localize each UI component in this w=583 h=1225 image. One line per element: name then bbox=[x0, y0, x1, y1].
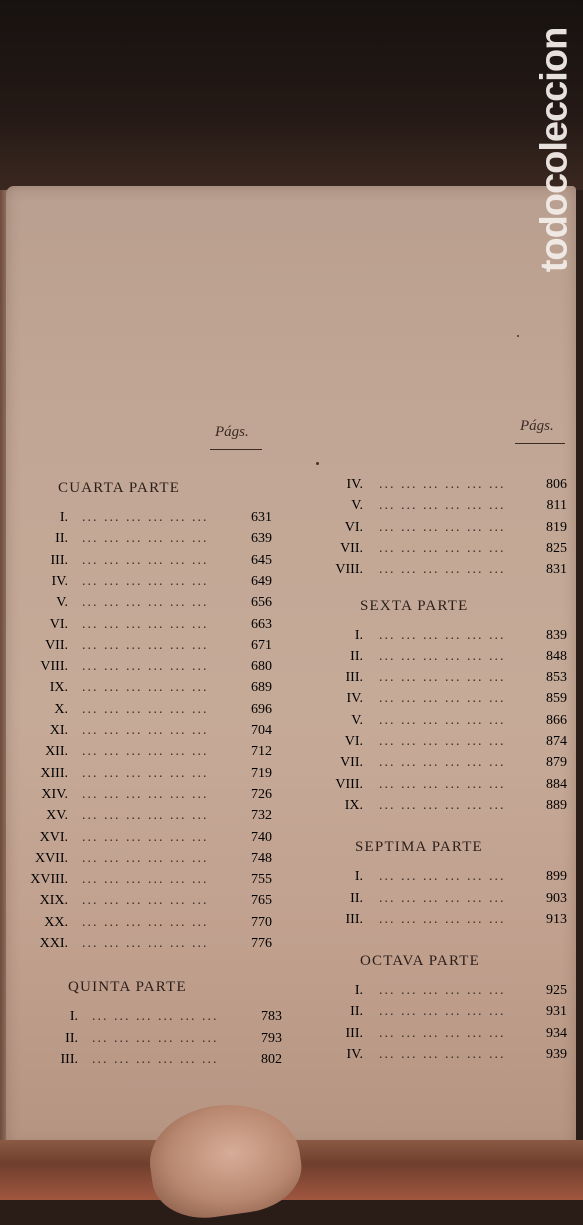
chapter-number: VII. bbox=[340, 755, 363, 771]
page-number: 811 bbox=[546, 498, 567, 514]
page-number: 719 bbox=[251, 765, 272, 781]
dot-leader: ... ... ... ... ... ... bbox=[82, 808, 209, 824]
chapter-number: I. bbox=[354, 983, 363, 999]
chapter-number: I. bbox=[69, 1009, 78, 1025]
chapter-number: VIII. bbox=[40, 659, 68, 675]
dot-leader: ... ... ... ... ... ... bbox=[82, 914, 209, 930]
dot-leader: ... ... ... ... ... ... bbox=[379, 911, 506, 927]
page-number: 931 bbox=[546, 1004, 567, 1020]
chapter-number: I. bbox=[59, 510, 68, 525]
chapter-number: III. bbox=[345, 1025, 363, 1041]
background-dark-area bbox=[0, 0, 583, 190]
chapter-number: XX. bbox=[44, 914, 68, 930]
chapter-number: VIII. bbox=[335, 562, 363, 578]
right-pags-label: Págs. bbox=[520, 418, 554, 434]
dot-leader: ... ... ... ... ... ... bbox=[82, 744, 209, 760]
page-number: 925 bbox=[546, 983, 567, 999]
page-number: 913 bbox=[546, 911, 567, 927]
dot-leader: ... ... ... ... ... ... bbox=[379, 691, 506, 707]
chapter-number: VI. bbox=[344, 519, 363, 535]
chapter-number: VII. bbox=[340, 540, 363, 556]
chapter-number: XIX. bbox=[39, 893, 68, 909]
chapter-number: XV. bbox=[46, 808, 68, 824]
dot-leader: ... ... ... ... ... ... bbox=[82, 637, 209, 653]
chapter-number: II. bbox=[65, 1030, 78, 1046]
dot-leader: ... ... ... ... ... ... bbox=[82, 786, 209, 802]
page-number: 866 bbox=[546, 712, 567, 728]
chapter-number: X. bbox=[54, 701, 68, 717]
dot-leader: ... ... ... ... ... ... bbox=[379, 797, 506, 813]
dot-leader: ... ... ... ... ... ... bbox=[379, 734, 506, 749]
chapter-number: II. bbox=[350, 1004, 363, 1020]
dot-leader: ... ... ... ... ... ... bbox=[82, 829, 209, 845]
chapter-number: XIV. bbox=[41, 786, 68, 802]
page-number: 704 bbox=[251, 723, 272, 738]
page-number: 934 bbox=[546, 1025, 567, 1041]
chapter-number: IV. bbox=[51, 573, 68, 589]
dot-leader: ... ... ... ... ... ... bbox=[379, 755, 506, 771]
dot-leader: ... ... ... ... ... ... bbox=[379, 776, 506, 792]
dot-leader: ... ... ... ... ... ... bbox=[379, 562, 506, 578]
page-number: 639 bbox=[251, 531, 272, 547]
chapter-number: II. bbox=[350, 648, 363, 664]
dot-leader: ... ... ... ... ... ... bbox=[82, 765, 209, 781]
page-number: 783 bbox=[261, 1009, 282, 1025]
chapter-number: V. bbox=[351, 498, 363, 514]
dot-leader: ... ... ... ... ... ... bbox=[379, 712, 506, 728]
watermark bbox=[525, 0, 583, 310]
dot-leader: ... ... ... ... ... ... bbox=[82, 595, 209, 611]
dot-leader: ... ... ... ... ... ... bbox=[379, 1025, 506, 1041]
page-number: 793 bbox=[261, 1030, 282, 1046]
page-number: 645 bbox=[251, 552, 272, 568]
chapter-number: XVI. bbox=[39, 829, 68, 845]
page-number: 889 bbox=[546, 797, 567, 813]
chapter-number: V. bbox=[351, 712, 363, 728]
dot-leader: ... ... ... ... ... ... bbox=[92, 1030, 219, 1046]
dot-leader: ... ... ... ... ... ... bbox=[379, 1047, 506, 1062]
dot-leader: ... ... ... ... ... ... bbox=[82, 510, 209, 525]
dot-leader: ... ... ... ... ... ... bbox=[82, 573, 209, 589]
watermark-text: todocoleccion bbox=[533, 27, 576, 273]
dot-leader: ... ... ... ... ... ... bbox=[379, 648, 506, 664]
section-title: OCTAVA PARTE bbox=[360, 953, 480, 970]
page-number: 671 bbox=[251, 637, 272, 653]
section-title: CUARTA PARTE bbox=[58, 480, 181, 496]
chapter-number: VI. bbox=[49, 616, 68, 632]
page-number: 825 bbox=[546, 540, 567, 556]
page-number: 696 bbox=[251, 701, 272, 717]
dot-leader: ... ... ... ... ... ... bbox=[379, 477, 506, 492]
chapter-number: IV. bbox=[346, 477, 363, 492]
section-title: SEXTA PARTE bbox=[360, 597, 469, 614]
dot-leader: ... ... ... ... ... ... bbox=[379, 519, 506, 535]
section-title: QUINTA PARTE bbox=[68, 979, 187, 996]
dot-leader: ... ... ... ... ... ... bbox=[379, 890, 506, 906]
chapter-number: IX. bbox=[49, 680, 68, 696]
dot-leader: ... ... ... ... ... ... bbox=[82, 893, 209, 909]
chapter-number: XII. bbox=[45, 744, 68, 760]
chapter-number: VI. bbox=[344, 734, 363, 749]
page-number: 853 bbox=[546, 670, 567, 686]
section-title: SEPTIMA PARTE bbox=[355, 839, 483, 856]
page-number: 689 bbox=[251, 680, 272, 696]
dot-leader: ... ... ... ... ... ... bbox=[82, 616, 209, 632]
page-number: 831 bbox=[546, 562, 567, 578]
page-number: 649 bbox=[251, 573, 272, 589]
page-number: 848 bbox=[546, 648, 567, 664]
left-pags-label: Págs. bbox=[215, 424, 249, 440]
chapter-number: III. bbox=[345, 670, 363, 686]
chapter-number: II. bbox=[55, 531, 68, 547]
dot-leader: ... ... ... ... ... ... bbox=[82, 723, 209, 738]
dot-leader: ... ... ... ... ... ... bbox=[379, 983, 506, 999]
chapter-number: VII. bbox=[45, 637, 68, 653]
dot-leader: ... ... ... ... ... ... bbox=[82, 680, 209, 696]
page-number: 631 bbox=[251, 510, 272, 525]
dot-leader: ... ... ... ... ... ... bbox=[92, 1051, 219, 1067]
page-number: 806 bbox=[546, 477, 567, 492]
page-number: 726 bbox=[251, 786, 272, 802]
dot-leader: ... ... ... ... ... ... bbox=[379, 1004, 506, 1020]
page-number: 680 bbox=[251, 659, 272, 675]
chapter-number: XVIII. bbox=[30, 872, 68, 888]
chapter-number: XXI. bbox=[39, 936, 68, 951]
chapter-number: III. bbox=[60, 1051, 78, 1067]
page-number: 755 bbox=[251, 872, 272, 888]
page-number: 765 bbox=[251, 893, 272, 909]
dot-leader: ... ... ... ... ... ... bbox=[92, 1009, 219, 1025]
page-number: 802 bbox=[261, 1051, 282, 1067]
dot-leader: ... ... ... ... ... ... bbox=[379, 540, 506, 556]
chapter-number: I. bbox=[354, 627, 363, 643]
chapter-number: I. bbox=[354, 869, 363, 885]
page-number: 839 bbox=[546, 627, 567, 643]
chapter-number: XIII. bbox=[40, 765, 68, 781]
page-number: 879 bbox=[546, 755, 567, 771]
chapter-number: XI. bbox=[49, 723, 68, 738]
dot-leader: ... ... ... ... ... ... bbox=[379, 869, 506, 885]
chapter-number: XVII. bbox=[34, 850, 68, 866]
page-number: 748 bbox=[251, 850, 272, 866]
dot-leader: ... ... ... ... ... ... bbox=[82, 701, 209, 717]
page-number: 819 bbox=[546, 519, 567, 535]
page-speck bbox=[517, 335, 519, 337]
right-pags-rule bbox=[515, 443, 565, 444]
dot-leader: ... ... ... ... ... ... bbox=[82, 850, 209, 866]
page-number: 712 bbox=[251, 744, 272, 760]
page-number: 874 bbox=[546, 734, 567, 749]
chapter-number: V. bbox=[56, 595, 68, 611]
dot-leader: ... ... ... ... ... ... bbox=[379, 498, 506, 514]
page-number: 903 bbox=[546, 890, 567, 906]
page-number: 899 bbox=[546, 869, 567, 885]
dot-leader: ... ... ... ... ... ... bbox=[379, 627, 506, 643]
chapter-number: II. bbox=[350, 890, 363, 906]
dot-leader: ... ... ... ... ... ... bbox=[82, 659, 209, 675]
chapter-number: IV. bbox=[346, 1047, 363, 1062]
page-number: 656 bbox=[251, 595, 272, 611]
dot-leader: ... ... ... ... ... ... bbox=[82, 552, 209, 568]
chapter-number: III. bbox=[50, 552, 68, 568]
page-number: 740 bbox=[251, 829, 272, 845]
page-number: 939 bbox=[546, 1047, 567, 1062]
page-number: 770 bbox=[251, 914, 272, 930]
page-number: 663 bbox=[251, 616, 272, 632]
dot-leader: ... ... ... ... ... ... bbox=[379, 670, 506, 686]
dot-leader: ... ... ... ... ... ... bbox=[82, 531, 209, 547]
page-speck bbox=[316, 462, 319, 465]
page-number: 859 bbox=[546, 691, 567, 707]
dot-leader: ... ... ... ... ... ... bbox=[82, 872, 209, 888]
chapter-number: VIII. bbox=[335, 776, 363, 792]
left-pags-rule bbox=[210, 449, 262, 450]
page-number: 732 bbox=[251, 808, 272, 824]
page-number: 884 bbox=[546, 776, 567, 792]
dot-leader: ... ... ... ... ... ... bbox=[82, 936, 209, 951]
chapter-number: III. bbox=[345, 911, 363, 927]
chapter-number: IX. bbox=[344, 797, 363, 813]
page-number: 776 bbox=[251, 936, 272, 951]
chapter-number: IV. bbox=[346, 691, 363, 707]
